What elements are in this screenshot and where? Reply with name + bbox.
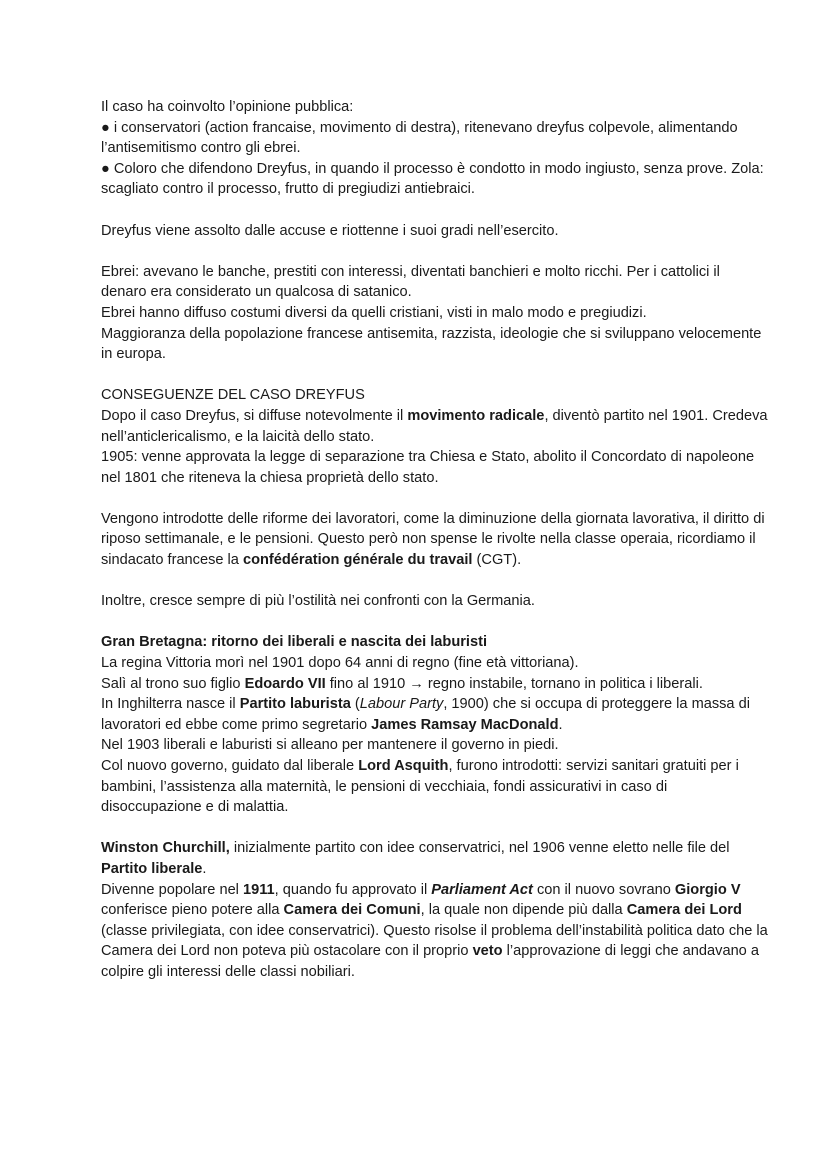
section-heading-gran-bretagna: Gran Bretagna: ritorno dei liberali e nascita dei laburisti xyxy=(101,634,488,651)
bold-term: Camera dei Comuni xyxy=(283,902,421,919)
paragraph-riforme: Vengono introdotte delle riforme dei lavoratori, come la diminuzione della giornata lavorativa, il diritto di riposo settimanale, e le pensioni. Questo però non spense le rivolte nella classe operaia, ricordiamo il sindacato francese la confédération générale du travail (CGT). xyxy=(101,510,765,569)
spacer xyxy=(101,200,768,221)
bullet-difensori: ● Coloro che difendono Dreyfus, in quando il processo è condotto in modo ingiusto, senza prove. Zola: scagliato contro il processo, frutto di pregiudizi antiebraici. xyxy=(101,160,764,198)
paragraph-ebrei-1: Ebrei: avevano le banche, prestiti con interessi, diventati banchieri e molto ricchi. Per i cattolici il denaro era considerato un qualcosa di satanico. xyxy=(101,263,720,301)
bold-italic-term: Parliament Act xyxy=(431,881,533,898)
paragraph-germania: Inoltre, cresce sempre di più l’ostilità nei confronti con la Germania. xyxy=(101,593,535,610)
bold-term: Winston Churchill, xyxy=(101,840,230,857)
bold-term: Camera dei Lord xyxy=(626,902,742,919)
spacer xyxy=(101,365,768,386)
bold-term: Lord Asquith xyxy=(358,758,449,774)
paragraph-1903: Nel 1903 liberali e laburisti si alleano per mantenere il governo in piedi. xyxy=(101,737,559,754)
bold-term: Edoardo VII xyxy=(244,675,326,692)
bold-term: movimento radicale xyxy=(407,407,545,424)
paragraph-laburisti: In Inghilterra nasce il Partito laburista (Labour Party, 1900) che si occupa di proteggere la massa di lavoratori ed ebbe come primo segretario James Ramsay MacDonald. xyxy=(101,696,750,733)
spacer xyxy=(101,241,768,262)
paragraph-assolto: Dreyfus viene assolto dalle accuse e riottenne i suoi gradi nell’esercito. xyxy=(101,222,559,239)
paragraph-vittoria: La regina Vittoria morì nel 1901 dopo 64 anni di regno (fine età vittoriana). xyxy=(101,655,579,672)
paragraph-asquith: Col nuovo governo, guidato dal liberale Lord Asquith, furono introdotti: servizi sanitari gratuiti per i bambini, l’assistenza alla maternità, le pensioni di vecchiaia, fondi assicurativi in caso di disoccupazione e di malattia. xyxy=(101,758,739,816)
bold-term: Partito laburista xyxy=(239,696,351,713)
bold-term: confédération générale du travail xyxy=(242,552,473,569)
paragraph-ebrei-3: Maggioranza della popolazione francese antisemita, razzista, ideologie che si sviluppano velocemente in europa. xyxy=(101,325,762,363)
section-heading-conseguenze: CONSEGUENZE DEL CASO DREYFUS xyxy=(101,387,365,404)
bold-term: Partito liberale xyxy=(101,860,203,877)
bold-term: Giorgio V xyxy=(674,881,741,898)
bold-term: James Ramsay MacDonald xyxy=(371,716,559,733)
spacer xyxy=(101,612,768,633)
paragraph-churchill: Winston Churchill, inizialmente partito con idee conservatrici, nel 1906 venne eletto nelle file del Partito liberale. xyxy=(101,840,730,877)
spacer xyxy=(101,571,768,592)
intro-line: Il caso ha coinvolto l’opinione pubblica: xyxy=(101,99,354,115)
paragraph-1905: 1905: venne approvata la legge di separazione tra Chiesa e Stato, abolito il Concordato di napoleone nel 1801 che riteneva la chiesa proprietà dello stato. xyxy=(101,449,755,486)
bold-term: veto xyxy=(472,943,503,960)
bold-term: 1911 xyxy=(242,881,275,898)
paragraph-ebrei-2: Ebrei hanno diffuso costumi diversi da quelli cristiani, visti in malo modo e pregiudizi. xyxy=(101,304,647,321)
spacer xyxy=(101,818,768,839)
paragraph-parliament-act: Divenne popolare nel 1911, quando fu approvato il Parliament Act con il nuovo sovrano Giorgio V conferisce pieno potere alla Camera dei Comuni, la quale non dipende più dalla Camera dei Lord (classe privilegiata, con idee conservatrici). Questo risolse il problema dell’instabilità politica dato che la Camera dei Lord non poteva più ostacolare con il proprio veto l’approvazione di leggi che andavano a colpire gli interessi delle classi nobiliari. xyxy=(101,881,768,980)
paragraph-movimento-radicale: Dopo il caso Dreyfus, si diffuse notevolmente il movimento radicale, diventò partito nel 1901. Credeva nell’anticlericalismo, e la laicità dello stato. xyxy=(101,407,768,445)
italic-term: Labour Party xyxy=(359,696,444,713)
bullet-conservatori: ● i conservatori (action francaise, movimento di destra), ritenevano dreyfus colpevole, alimentando l’antisemitismo contro gli ebrei. xyxy=(101,119,738,157)
paragraph-edoardo: Salì al trono suo figlio Edoardo VII fino al 1910 → regno instabile, tornano in politica i liberali. xyxy=(101,675,703,692)
spacer xyxy=(101,488,768,509)
